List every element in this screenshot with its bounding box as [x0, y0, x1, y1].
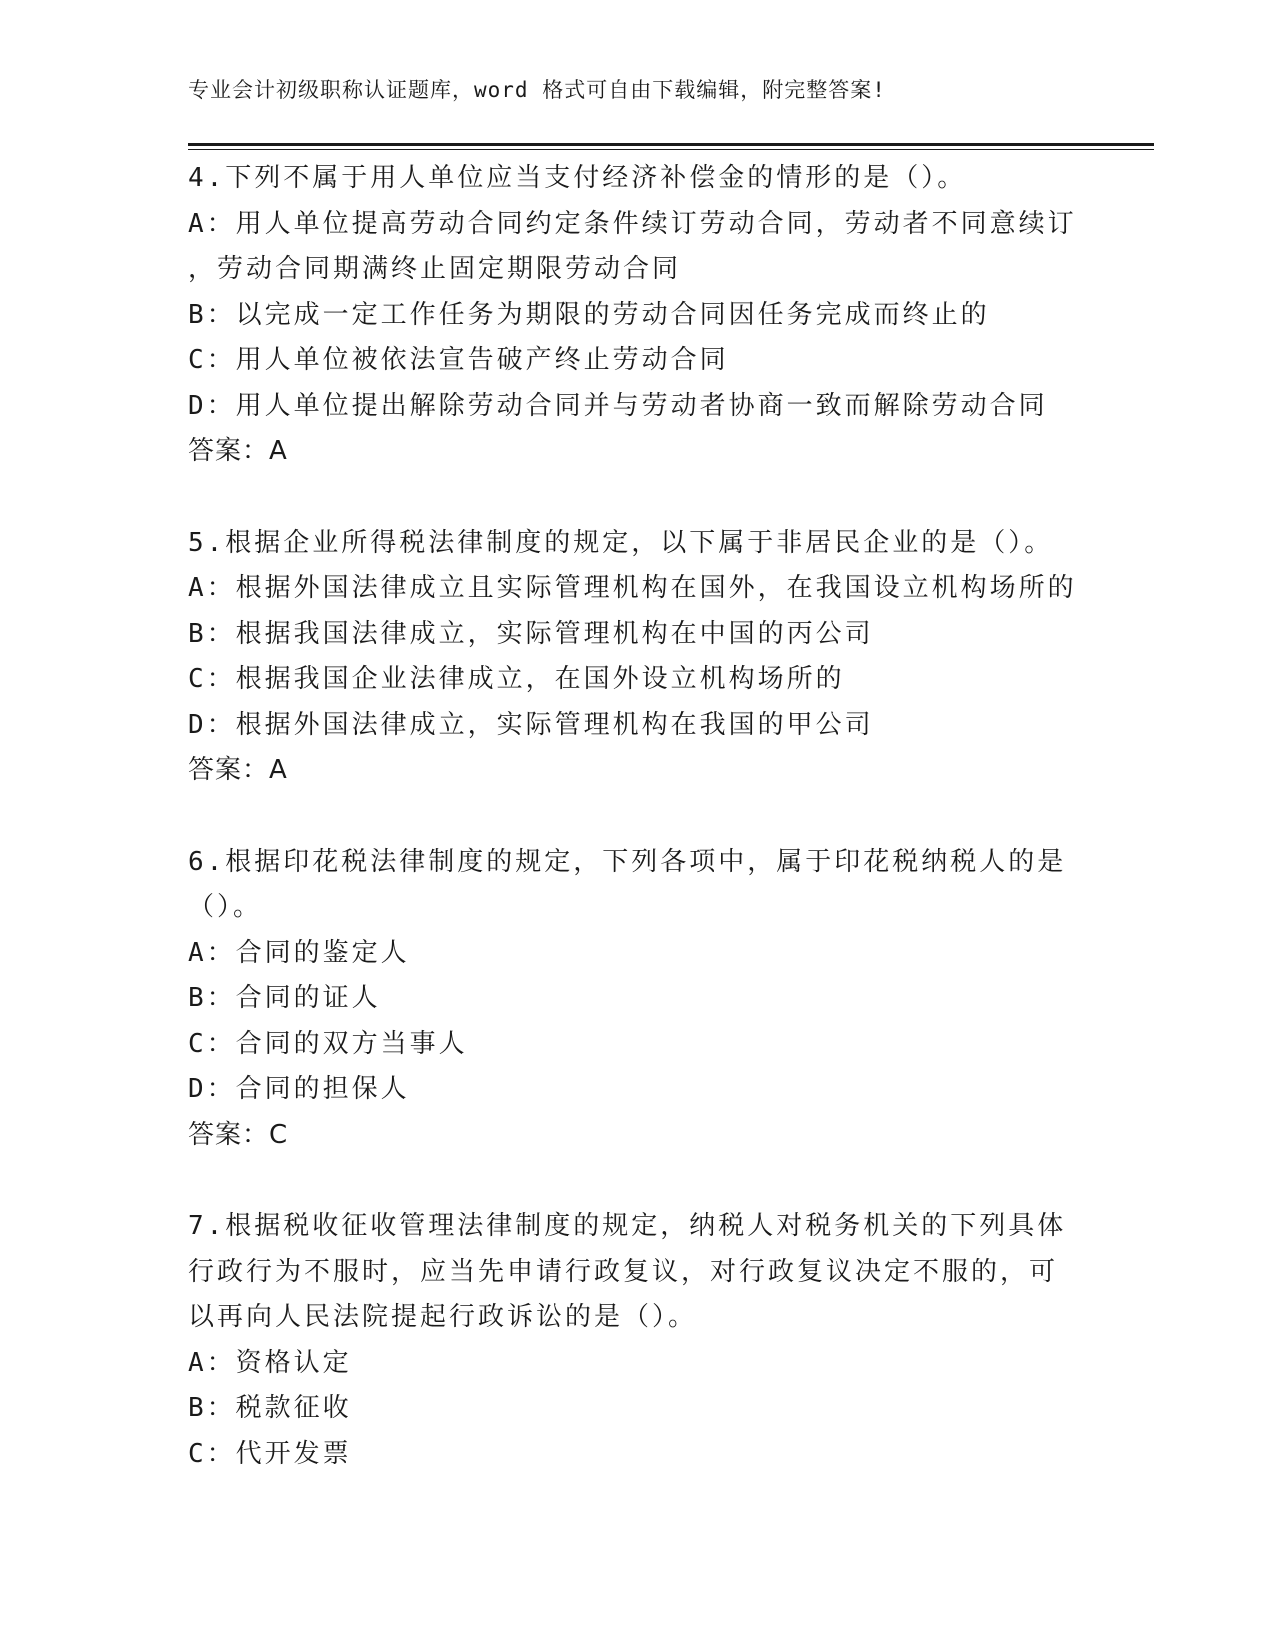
question-text: 7.根据税收征收管理法律制度的规定，纳税人对税务机关的下列具体 — [188, 1211, 1067, 1241]
answer — [188, 1113, 1088, 1159]
answer-value: A — [269, 755, 288, 785]
option-b: B：根据我国法律成立，实际管理机构在中国的丙公司 — [188, 618, 874, 649]
option-a: A：用人单位提高劳动合同约定条件续订劳动合同，劳动者不同意续订 — [188, 208, 1077, 239]
question-5 — [188, 521, 1088, 794]
option-d: D：根据外国法律成立，实际管理机构在我国的甲公司 — [188, 709, 874, 740]
question-list — [188, 156, 1088, 1477]
question-4 — [188, 156, 1088, 475]
option-b: B：以完成一定工作任务为期限的劳动合同因任务完成而终止的 — [188, 299, 990, 330]
option-b: B：合同的证人 — [188, 983, 381, 1013]
option-c: C：根据我国企业法律成立，在国外设立机构场所的 — [188, 664, 845, 694]
question-text-continued: 行政行为不服时，应当先申请行政复议，对行政复议决定不服的，可 — [188, 1256, 1059, 1287]
option-c: C：代开发票 — [188, 1438, 352, 1469]
page-header: 专业会计初级职称认证题库，word 格式可自由下载编辑，附完整答案! — [188, 78, 886, 102]
header-rule-thin — [188, 149, 1154, 150]
option-a-continued: ，劳动合同期满终止固定期限劳动合同 — [188, 254, 682, 284]
question-gap — [188, 794, 1088, 840]
header-rule-thick — [188, 143, 1154, 146]
answer-value: A — [269, 436, 288, 466]
option-b: B：税款征收 — [188, 1393, 352, 1423]
question-text-continued: （）。 — [188, 892, 263, 922]
option-c: C：用人单位被依法宣告破产终止劳动合同 — [188, 345, 729, 375]
answer — [188, 429, 1088, 475]
question-gap — [188, 475, 1088, 521]
question-text-continued: 以再向人民法院提起行政诉讼的是（）。 — [188, 1302, 698, 1332]
question-text: 6.根据印花税法律制度的规定，下列各项中，属于印花税纳税人的是 — [188, 846, 1067, 877]
option-d: D：合同的担保人 — [188, 1074, 410, 1104]
question-7 — [188, 1204, 1088, 1477]
question-6 — [188, 840, 1088, 1159]
option-c: C：合同的双方当事人 — [188, 1028, 468, 1059]
answer-value: C — [269, 1119, 289, 1150]
option-d: D：用人单位提出解除劳动合同并与劳动者协商一致而解除劳动合同 — [188, 390, 1048, 421]
answer — [188, 748, 1088, 794]
answer-label: 答案： — [188, 755, 270, 785]
option-a: A：根据外国法律成立且实际管理机构在国外，在我国设立机构场所的 — [188, 573, 1077, 603]
option-a: A：资格认定 — [188, 1347, 352, 1378]
answer-label: 答案： — [188, 1119, 270, 1150]
question-gap — [188, 1158, 1088, 1204]
option-a: A：合同的鉴定人 — [188, 937, 410, 968]
question-text: 4.下列不属于用人单位应当支付经济补偿金的情形的是（）。 — [188, 163, 967, 193]
question-text: 5.根据企业所得税法律制度的规定，以下属于非居民企业的是（）。 — [188, 527, 1054, 558]
answer-label: 答案： — [188, 436, 270, 466]
